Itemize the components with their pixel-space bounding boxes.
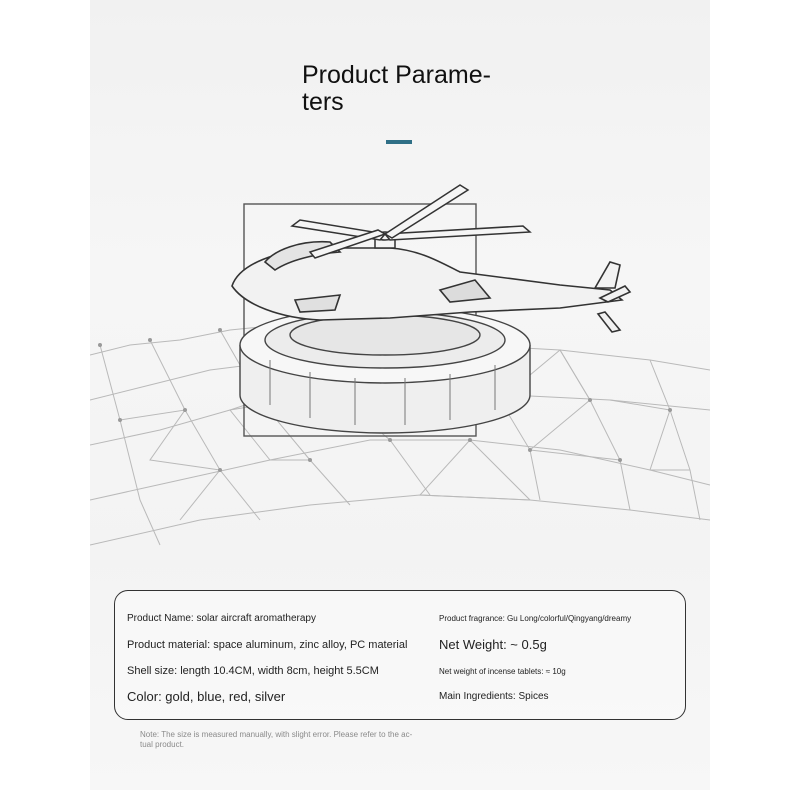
spec-main-ingredients: Main Ingredients: Spices <box>439 691 549 702</box>
spec-net-weight: Net Weight: ~ 0.5g <box>439 637 547 652</box>
product-parameters-panel <box>90 0 710 790</box>
spec-product-fragrance: Product fragrance: Gu Long/colorful/Qingyang/dreamy <box>439 614 632 623</box>
page-title: Product Parame- ters <box>302 61 491 116</box>
spec-product-name: Product Name: solar aircraft aromatherapy <box>127 613 316 624</box>
spec-shell-size: Shell size: length 10.4CM, width 8cm, height 5.5CM <box>127 665 379 677</box>
spec-incense-weight: Net weight of incense tablets: ≈ 10g <box>439 667 566 676</box>
spec-product-material: Product material: space aluminum, zinc alloy, PC material <box>127 639 408 651</box>
helicopter-illustration <box>90 0 710 560</box>
size-note: Note: The size is measured manually, with slight error. Please refer to the ac- tual product. <box>140 730 413 749</box>
spec-color: Color: gold, blue, red, silver <box>127 689 286 704</box>
product-specs-box <box>114 590 686 720</box>
rotor <box>292 185 530 258</box>
solar-base <box>240 307 530 433</box>
